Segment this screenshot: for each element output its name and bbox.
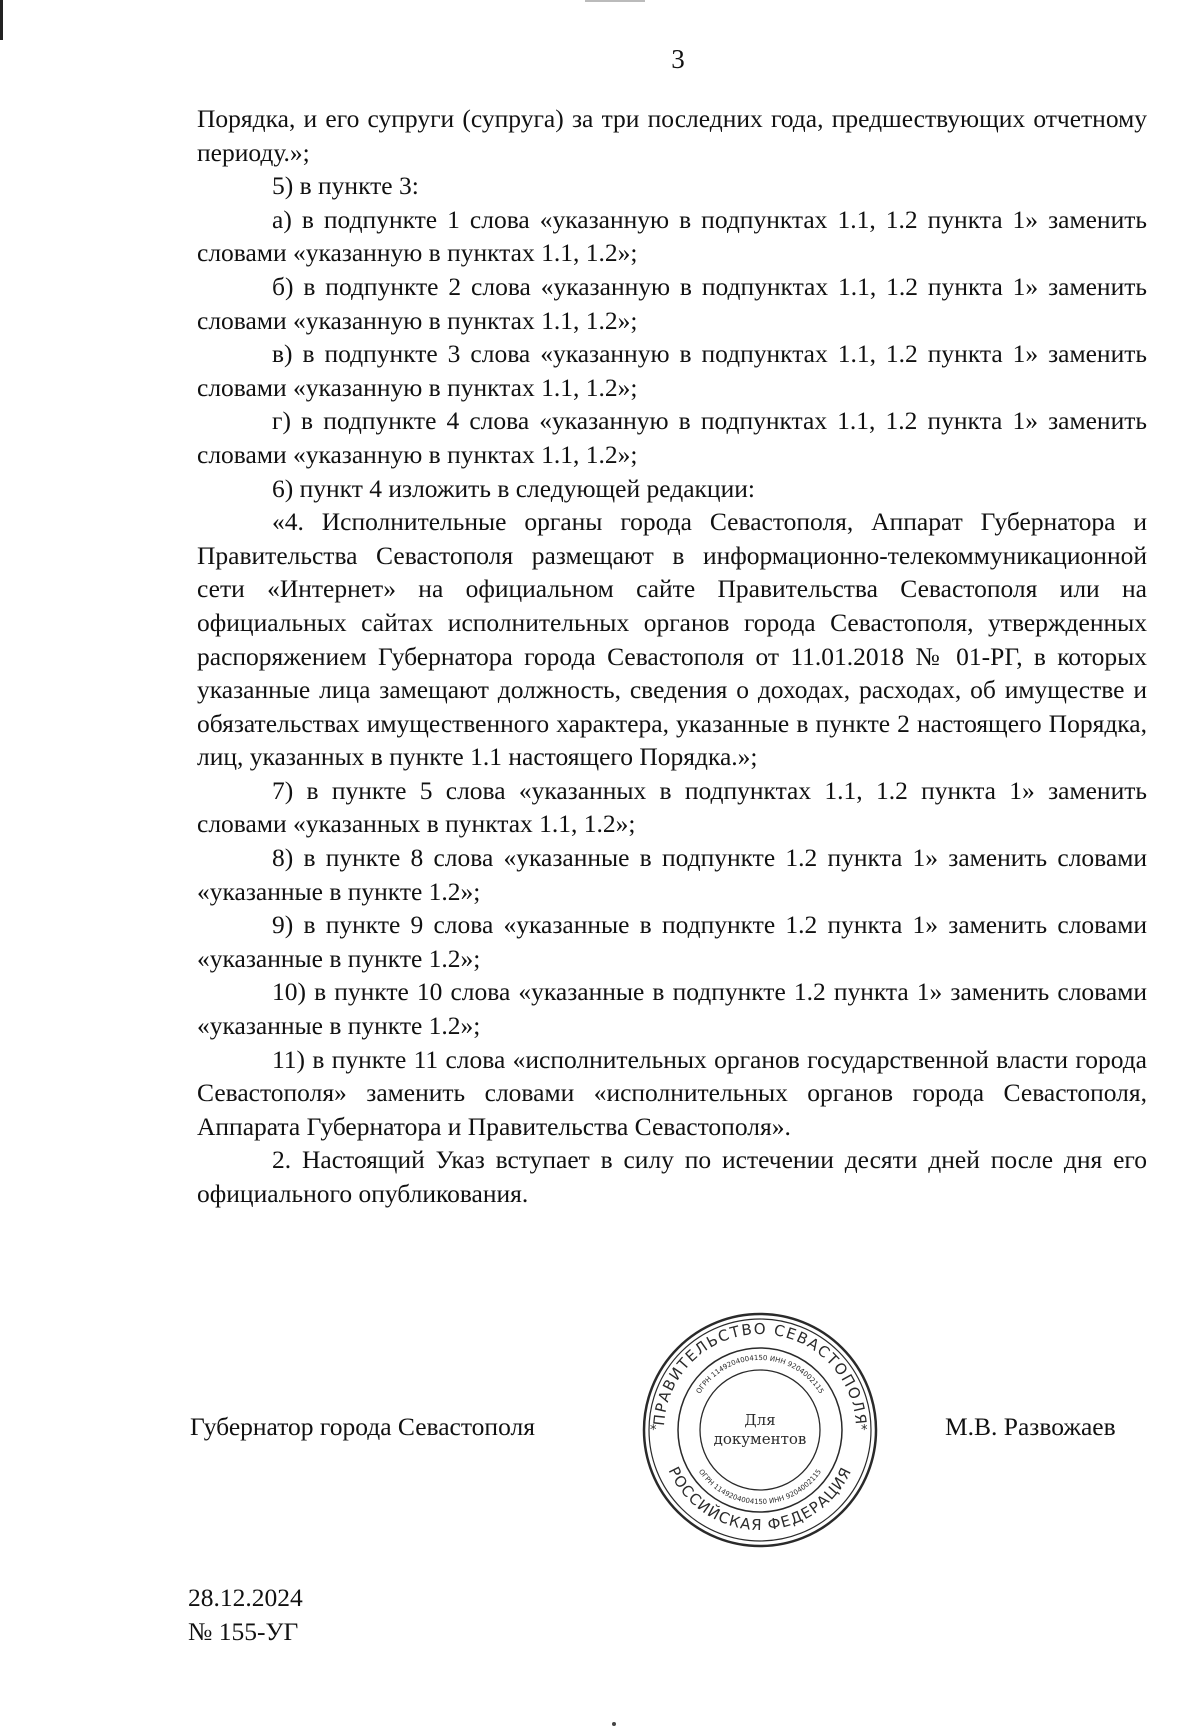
paragraph: б) в подпункте 2 слова «указанную в подпунктах 1.1, 1.2 пункта 1» заменить словами «указанную в пунктах 1.1, 1.2»; xyxy=(197,271,1147,335)
paragraph: г) в подпункте 4 слова «указанную в подпунктах 1.1, 1.2 пункта 1» заменить словами «указанную в пунктах 1.1, 1.2»; xyxy=(197,406,1147,469)
paragraph: Порядка, и его супруги (супруга) за три последних года, предшествующих отчетному периоду.»; xyxy=(197,104,1147,167)
seal-inner-line-2: документов xyxy=(713,1430,807,1448)
svg-text:ОГРН 1149204004150 ИНН 9204002 xyxy=(695,1354,825,1395)
seal-graphic xyxy=(640,1310,880,1550)
seal-star-icon: * xyxy=(861,1423,868,1438)
seal-star-icon: * xyxy=(650,1423,657,1438)
paragraph: в) в подпункте 3 слова «указанную в подпунктах 1.1, 1.2 пункта 1» заменить словами «указанную в пунктах 1.1, 1.2»; xyxy=(197,339,1147,402)
paragraph: 10) в пункте 10 слова «указанные в подпункте 1.2 пункта 1» заменить словами «указанные в пункте 1.2»; xyxy=(197,977,1147,1041)
signatory-title: Губернатор города Севастополя xyxy=(190,1412,535,1441)
svg-text:ОГРН 1149204004150 ИНН 9204002 xyxy=(697,1468,823,1506)
document-body xyxy=(197,102,1147,1211)
paragraph: «4. Исполнительные органы города Севастополя, Аппарат Губернатора и Правительства Севастополя размещают в информационно-телекоммуникационной сети «Интернет» на официальном сайте Правительства Севастополя или на официальных сайтах исполнительных органов города Севастополя, утвержденных распоряжением Губернатора города Севастополя от 11.01.2018 № 01-РГ, в которых указанные лица замещают должность, сведения о доходах, расходах, об имуществе и обязательствах имущественного характера, указанные в пункте 2 настоящего Порядка, лиц, указанных в пункте 1.1 настоящего Порядка.»; xyxy=(197,507,1147,772)
seal-inner-line-1: Для xyxy=(744,1411,776,1429)
scan-dot xyxy=(612,1722,616,1726)
seal-outer-bottom-text: РОССИЙСКАЯ ФЕДЕРАЦИЯ xyxy=(664,1463,856,1535)
seal-ogrn-text-bottom: ОГРН 1149204004150 ИНН 9204002115 xyxy=(696,1467,824,1507)
paragraph: 2. Настоящий Указ вступает в силу по истечении десяти дней после дня его официального опубликования. xyxy=(197,1145,1147,1208)
document-date: 28.12.2024 xyxy=(188,1583,303,1612)
seal-outer-text: ПРАВИТЕЛЬСТВО СЕВАСТОПОЛЯ xyxy=(649,1319,871,1427)
paragraph: а) в подпункте 1 слова «указанную в подпунктах 1.1, 1.2 пункта 1» заменить словами «указанную в пунктах 1.1, 1.2»; xyxy=(197,204,1147,268)
paragraph: 11) в пункте 11 слова «исполнительных органов государственной власти города Севастополя» заменить словами «исполнительных органов города Севастополя, Аппарата Губернатора и Правительства Севастополя». xyxy=(197,1044,1147,1141)
seal-ogrn-text: ОГРН 1149204004150 ИНН 9204002115 xyxy=(694,1353,826,1396)
paragraph: 8) в пункте 8 слова «указанные в подпункте 1.2 пункта 1» заменить словами «указанные в пункте 1.2»; xyxy=(197,843,1147,906)
paragraph: 9) в пункте 9 слова «указанные в подпункте 1.2 пункта 1» заменить словами «указанные в пункте 1.2»; xyxy=(197,910,1147,973)
document-number: № 155-УГ xyxy=(188,1617,299,1646)
signatory-name: М.В. Развожаев xyxy=(945,1412,1116,1441)
page-number: 3 xyxy=(671,44,685,74)
signature-block xyxy=(0,1412,1200,1452)
paragraph: 5) в пункте 3: xyxy=(272,171,419,201)
scan-edge-mark xyxy=(0,0,3,40)
scan-edge-mark-top xyxy=(585,0,645,2)
paragraph: 6) пункт 4 изложить в следующей редакции: xyxy=(272,473,755,503)
paragraph: 7) в пункте 5 слова «указанных в подпунктах 1.1, 1.2 пункта 1» заменить словами «указанных в пунктах 1.1, 1.2»; xyxy=(197,775,1147,839)
official-seal xyxy=(640,1310,880,1550)
